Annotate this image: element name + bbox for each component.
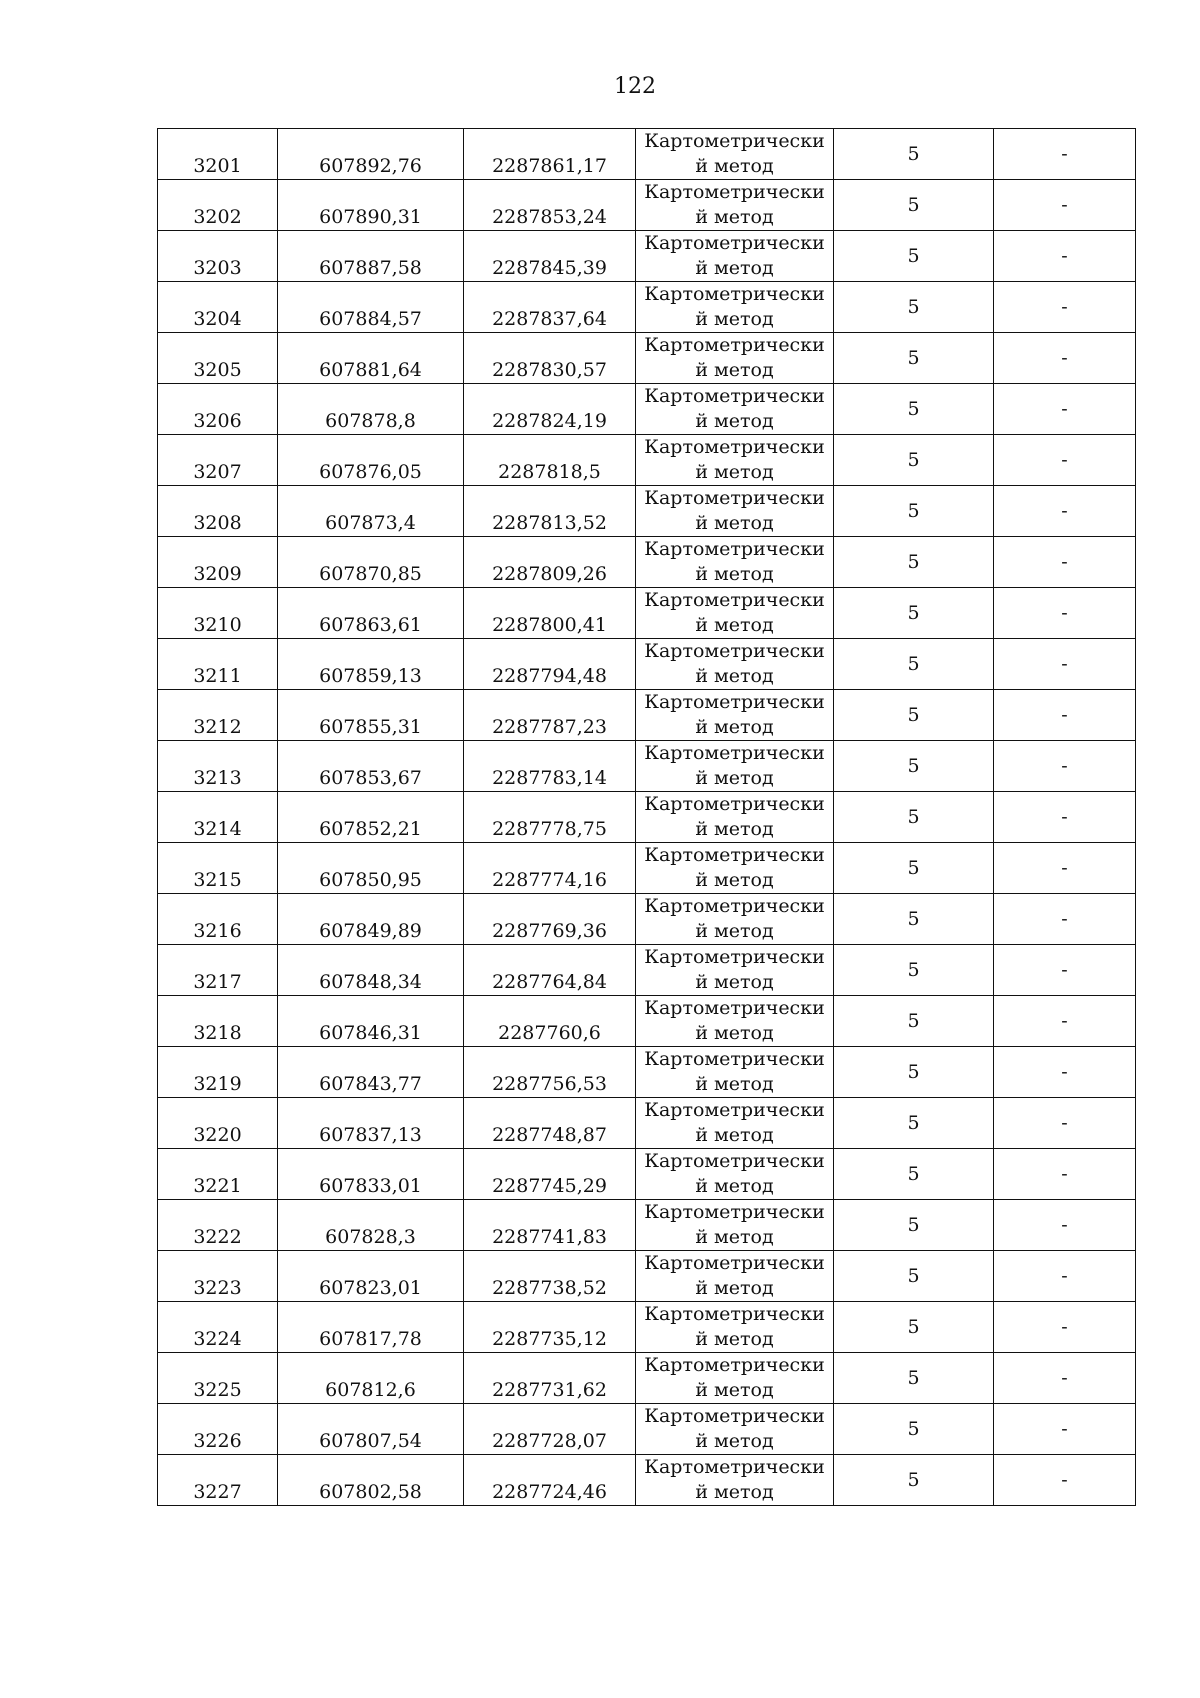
method-cell (636, 282, 834, 333)
method-cell (636, 1404, 834, 1455)
method-cell (636, 435, 834, 486)
accuracy-cell: 5 (834, 129, 994, 180)
y-coordinate-cell: 2287824,19 (464, 384, 636, 435)
method-text-line-2: й метод (695, 716, 774, 738)
note-cell: - (994, 945, 1136, 996)
table-row (158, 384, 1136, 435)
method-text-line-2: й метод (695, 410, 774, 432)
method-text-line-2: й метод (695, 665, 774, 687)
point-number-cell: 3215 (158, 843, 278, 894)
method-text-line-1: Картометрически (644, 742, 825, 765)
method-text-line-1: Картометрически (644, 997, 825, 1020)
method-text-line-2: й метод (695, 563, 774, 585)
x-coordinate-cell: 607884,57 (278, 282, 464, 333)
point-number-cell: 3210 (158, 588, 278, 639)
point-number-cell: 3212 (158, 690, 278, 741)
accuracy-cell: 5 (834, 231, 994, 282)
method-cell (636, 996, 834, 1047)
method-cell (636, 741, 834, 792)
note-cell: - (994, 180, 1136, 231)
y-coordinate-cell: 2287845,39 (464, 231, 636, 282)
method-text-line-2: й метод (695, 1226, 774, 1248)
y-coordinate-cell: 2287818,5 (464, 435, 636, 486)
table-row (158, 1302, 1136, 1353)
y-coordinate-cell: 2287813,52 (464, 486, 636, 537)
method-text-line-2: й метод (695, 767, 774, 789)
x-coordinate-cell: 607873,4 (278, 486, 464, 537)
method-text-line-1: Картометрически (644, 1252, 825, 1275)
coordinates-table (157, 128, 1136, 1506)
method-cell (636, 1302, 834, 1353)
y-coordinate-cell: 2287861,17 (464, 129, 636, 180)
accuracy-cell: 5 (834, 537, 994, 588)
x-coordinate-cell: 607855,31 (278, 690, 464, 741)
table-row (158, 1251, 1136, 1302)
method-text-line-1: Картометрически (644, 538, 825, 561)
point-number-cell: 3201 (158, 129, 278, 180)
point-number-cell: 3208 (158, 486, 278, 537)
accuracy-cell: 5 (834, 1353, 994, 1404)
x-coordinate-cell: 607890,31 (278, 180, 464, 231)
x-coordinate-cell: 607833,01 (278, 1149, 464, 1200)
point-number-cell: 3224 (158, 1302, 278, 1353)
method-text-line-2: й метод (695, 1124, 774, 1146)
y-coordinate-cell: 2287745,29 (464, 1149, 636, 1200)
x-coordinate-cell: 607828,3 (278, 1200, 464, 1251)
y-coordinate-cell: 2287778,75 (464, 792, 636, 843)
method-cell (636, 1455, 834, 1506)
method-text-line-1: Картометрически (644, 895, 825, 918)
table-row (158, 1353, 1136, 1404)
note-cell: - (994, 537, 1136, 588)
point-number-cell: 3213 (158, 741, 278, 792)
method-text-line-2: й метод (695, 1022, 774, 1044)
note-cell: - (994, 384, 1136, 435)
method-cell (636, 843, 834, 894)
y-coordinate-cell: 2287769,36 (464, 894, 636, 945)
y-coordinate-cell: 2287738,52 (464, 1251, 636, 1302)
point-number-cell: 3221 (158, 1149, 278, 1200)
method-text-line-2: й метод (695, 1073, 774, 1095)
method-cell (636, 486, 834, 537)
accuracy-cell: 5 (834, 690, 994, 741)
method-text-line-1: Картометрически (644, 589, 825, 612)
y-coordinate-cell: 2287764,84 (464, 945, 636, 996)
note-cell: - (994, 996, 1136, 1047)
accuracy-cell: 5 (834, 1047, 994, 1098)
method-cell (636, 639, 834, 690)
y-coordinate-cell: 2287748,87 (464, 1098, 636, 1149)
method-text-line-1: Картометрически (644, 283, 825, 306)
note-cell: - (994, 741, 1136, 792)
y-coordinate-cell: 2287756,53 (464, 1047, 636, 1098)
point-number-cell: 3217 (158, 945, 278, 996)
y-coordinate-cell: 2287853,24 (464, 180, 636, 231)
method-text-line-1: Картометрически (644, 1303, 825, 1326)
table-row (158, 894, 1136, 945)
method-text-line-2: й метод (695, 818, 774, 840)
method-cell (636, 1098, 834, 1149)
method-text-line-1: Картометрически (644, 487, 825, 510)
method-cell (636, 1200, 834, 1251)
method-text-line-1: Картометрически (644, 334, 825, 357)
method-cell (636, 1047, 834, 1098)
y-coordinate-cell: 2287731,62 (464, 1353, 636, 1404)
accuracy-cell: 5 (834, 1098, 994, 1149)
method-cell (636, 1251, 834, 1302)
x-coordinate-cell: 607802,58 (278, 1455, 464, 1506)
x-coordinate-cell: 607876,05 (278, 435, 464, 486)
note-cell: - (994, 843, 1136, 894)
note-cell: - (994, 1149, 1136, 1200)
method-text-line-2: й метод (695, 1379, 774, 1401)
y-coordinate-cell: 2287794,48 (464, 639, 636, 690)
method-cell (636, 537, 834, 588)
method-text-line-1: Картометрически (644, 232, 825, 255)
note-cell: - (994, 231, 1136, 282)
method-text-line-2: й метод (695, 206, 774, 228)
note-cell: - (994, 129, 1136, 180)
point-number-cell: 3226 (158, 1404, 278, 1455)
method-text-line-1: Картометрически (644, 640, 825, 663)
point-number-cell: 3209 (158, 537, 278, 588)
x-coordinate-cell: 607863,61 (278, 588, 464, 639)
accuracy-cell: 5 (834, 639, 994, 690)
y-coordinate-cell: 2287800,41 (464, 588, 636, 639)
accuracy-cell: 5 (834, 282, 994, 333)
y-coordinate-cell: 2287774,16 (464, 843, 636, 894)
coordinates-table-body (158, 129, 1136, 1506)
note-cell: - (994, 1200, 1136, 1251)
x-coordinate-cell: 607823,01 (278, 1251, 464, 1302)
x-coordinate-cell: 607817,78 (278, 1302, 464, 1353)
x-coordinate-cell: 607892,76 (278, 129, 464, 180)
note-cell: - (994, 333, 1136, 384)
accuracy-cell: 5 (834, 1149, 994, 1200)
x-coordinate-cell: 607881,64 (278, 333, 464, 384)
x-coordinate-cell: 607878,8 (278, 384, 464, 435)
method-text-line-1: Картометрически (644, 1099, 825, 1122)
accuracy-cell: 5 (834, 945, 994, 996)
y-coordinate-cell: 2287837,64 (464, 282, 636, 333)
table-row (158, 996, 1136, 1047)
y-coordinate-cell: 2287787,23 (464, 690, 636, 741)
x-coordinate-cell: 607846,31 (278, 996, 464, 1047)
table-row (158, 639, 1136, 690)
method-cell (636, 384, 834, 435)
note-cell: - (994, 894, 1136, 945)
method-text-line-2: й метод (695, 1277, 774, 1299)
method-text-line-1: Картометрически (644, 1405, 825, 1428)
table-row (158, 435, 1136, 486)
accuracy-cell: 5 (834, 180, 994, 231)
accuracy-cell: 5 (834, 894, 994, 945)
method-cell (636, 1353, 834, 1404)
table-row (158, 282, 1136, 333)
method-text-line-1: Картометрически (644, 1150, 825, 1173)
accuracy-cell: 5 (834, 1404, 994, 1455)
accuracy-cell: 5 (834, 384, 994, 435)
y-coordinate-cell: 2287783,14 (464, 741, 636, 792)
note-cell: - (994, 1302, 1136, 1353)
table-row (158, 741, 1136, 792)
x-coordinate-cell: 607843,77 (278, 1047, 464, 1098)
table-row (158, 1047, 1136, 1098)
table-row (158, 180, 1136, 231)
y-coordinate-cell: 2287728,07 (464, 1404, 636, 1455)
point-number-cell: 3227 (158, 1455, 278, 1506)
table-row (158, 1455, 1136, 1506)
note-cell: - (994, 1047, 1136, 1098)
method-text-line-1: Картометрически (644, 436, 825, 459)
method-cell (636, 945, 834, 996)
method-text-line-2: й метод (695, 1481, 774, 1503)
method-text-line-1: Картометрически (644, 1201, 825, 1224)
note-cell: - (994, 1251, 1136, 1302)
table-row (158, 129, 1136, 180)
method-text-line-2: й метод (695, 155, 774, 177)
y-coordinate-cell: 2287760,6 (464, 996, 636, 1047)
note-cell: - (994, 1455, 1136, 1506)
x-coordinate-cell: 607887,58 (278, 231, 464, 282)
point-number-cell: 3207 (158, 435, 278, 486)
method-text-line-2: й метод (695, 308, 774, 330)
x-coordinate-cell: 607807,54 (278, 1404, 464, 1455)
point-number-cell: 3204 (158, 282, 278, 333)
method-cell (636, 894, 834, 945)
note-cell: - (994, 588, 1136, 639)
y-coordinate-cell: 2287741,83 (464, 1200, 636, 1251)
point-number-cell: 3219 (158, 1047, 278, 1098)
accuracy-cell: 5 (834, 996, 994, 1047)
method-text-line-1: Картометрически (644, 1048, 825, 1071)
method-text-line-1: Картометрически (644, 181, 825, 204)
note-cell: - (994, 486, 1136, 537)
table-row (158, 486, 1136, 537)
y-coordinate-cell: 2287830,57 (464, 333, 636, 384)
note-cell: - (994, 639, 1136, 690)
x-coordinate-cell: 607852,21 (278, 792, 464, 843)
note-cell: - (994, 435, 1136, 486)
accuracy-cell: 5 (834, 1455, 994, 1506)
table-row (158, 537, 1136, 588)
table-row (158, 588, 1136, 639)
x-coordinate-cell: 607859,13 (278, 639, 464, 690)
method-text-line-2: й метод (695, 512, 774, 534)
point-number-cell: 3205 (158, 333, 278, 384)
method-cell (636, 231, 834, 282)
accuracy-cell: 5 (834, 843, 994, 894)
method-text-line-2: й метод (695, 869, 774, 891)
point-number-cell: 3202 (158, 180, 278, 231)
x-coordinate-cell: 607812,6 (278, 1353, 464, 1404)
method-text-line-2: й метод (695, 257, 774, 279)
accuracy-cell: 5 (834, 435, 994, 486)
accuracy-cell: 5 (834, 588, 994, 639)
y-coordinate-cell: 2287809,26 (464, 537, 636, 588)
method-cell (636, 333, 834, 384)
x-coordinate-cell: 607848,34 (278, 945, 464, 996)
point-number-cell: 3203 (158, 231, 278, 282)
method-cell (636, 690, 834, 741)
method-cell (636, 792, 834, 843)
table-row (158, 1404, 1136, 1455)
accuracy-cell: 5 (834, 486, 994, 537)
method-text-line-1: Картометрически (644, 1456, 825, 1479)
method-text-line-1: Картометрически (644, 130, 825, 153)
point-number-cell: 3223 (158, 1251, 278, 1302)
table-row (158, 1149, 1136, 1200)
accuracy-cell: 5 (834, 1251, 994, 1302)
method-text-line-1: Картометрически (644, 793, 825, 816)
accuracy-cell: 5 (834, 1200, 994, 1251)
x-coordinate-cell: 607837,13 (278, 1098, 464, 1149)
point-number-cell: 3222 (158, 1200, 278, 1251)
y-coordinate-cell: 2287735,12 (464, 1302, 636, 1353)
method-text-line-2: й метод (695, 971, 774, 993)
y-coordinate-cell: 2287724,46 (464, 1455, 636, 1506)
table-row (158, 1200, 1136, 1251)
accuracy-cell: 5 (834, 1302, 994, 1353)
accuracy-cell: 5 (834, 792, 994, 843)
note-cell: - (994, 1098, 1136, 1149)
method-text-line-1: Картометрически (644, 691, 825, 714)
x-coordinate-cell: 607853,67 (278, 741, 464, 792)
point-number-cell: 3206 (158, 384, 278, 435)
method-text-line-1: Картометрически (644, 844, 825, 867)
method-text-line-1: Картометрически (644, 1354, 825, 1377)
x-coordinate-cell: 607870,85 (278, 537, 464, 588)
x-coordinate-cell: 607850,95 (278, 843, 464, 894)
point-number-cell: 3218 (158, 996, 278, 1047)
point-number-cell: 3225 (158, 1353, 278, 1404)
point-number-cell: 3216 (158, 894, 278, 945)
method-cell (636, 180, 834, 231)
note-cell: - (994, 792, 1136, 843)
page-number: 122 (614, 74, 656, 99)
method-text-line-1: Картометрически (644, 946, 825, 969)
method-cell (636, 129, 834, 180)
method-text-line-2: й метод (695, 1430, 774, 1452)
table-row (158, 792, 1136, 843)
table-row (158, 333, 1136, 384)
method-cell (636, 1149, 834, 1200)
method-text-line-2: й метод (695, 1175, 774, 1197)
method-text-line-1: Картометрически (644, 385, 825, 408)
method-text-line-2: й метод (695, 461, 774, 483)
method-text-line-2: й метод (695, 1328, 774, 1350)
point-number-cell: 3211 (158, 639, 278, 690)
x-coordinate-cell: 607849,89 (278, 894, 464, 945)
method-text-line-2: й метод (695, 359, 774, 381)
table-row (158, 690, 1136, 741)
method-text-line-2: й метод (695, 920, 774, 942)
point-number-cell: 3220 (158, 1098, 278, 1149)
note-cell: - (994, 690, 1136, 741)
note-cell: - (994, 282, 1136, 333)
accuracy-cell: 5 (834, 741, 994, 792)
note-cell: - (994, 1404, 1136, 1455)
accuracy-cell: 5 (834, 333, 994, 384)
method-text-line-2: й метод (695, 614, 774, 636)
table-row (158, 231, 1136, 282)
table-row (158, 843, 1136, 894)
note-cell: - (994, 1353, 1136, 1404)
point-number-cell: 3214 (158, 792, 278, 843)
table-row (158, 1098, 1136, 1149)
method-cell (636, 588, 834, 639)
table-row (158, 945, 1136, 996)
